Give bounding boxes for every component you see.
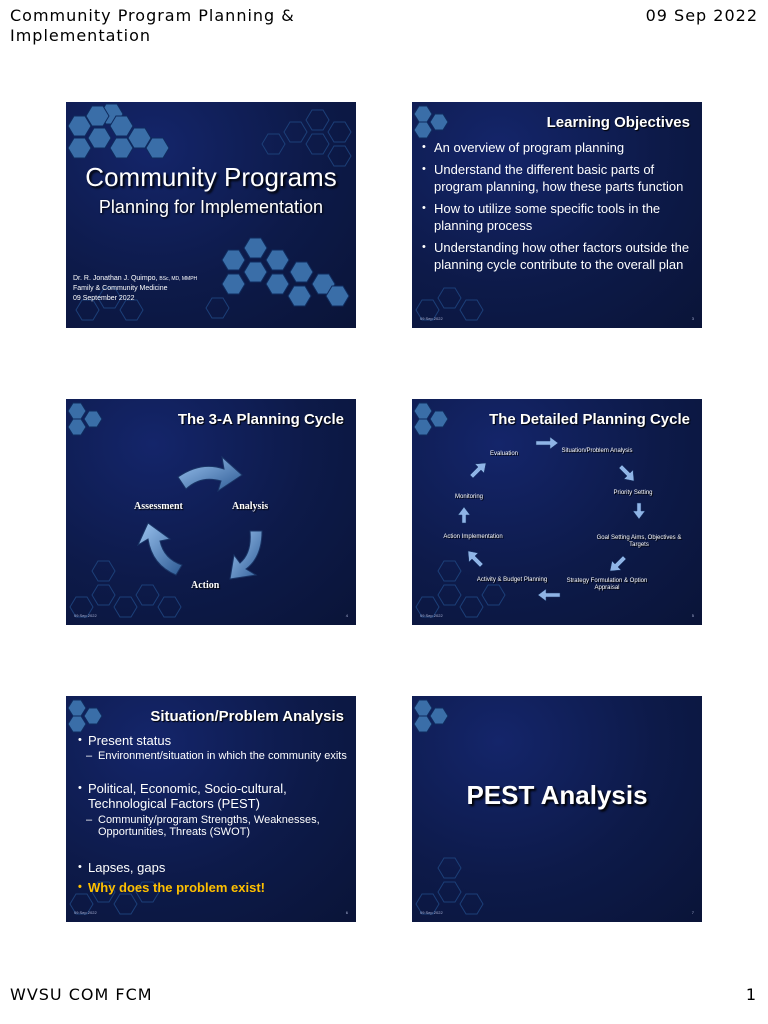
cycle-step-strategy-formulation: Strategy Formulation & Option Appraisal (566, 578, 648, 591)
sub-bullet-environment: – Environment/situation in which the community exits (86, 750, 348, 762)
footer-institution: WVSU COM FCM (10, 985, 153, 1004)
cycle-label-analysis: Analysis (232, 501, 269, 512)
bullet-pest-factors: • Political, Economic, Socio-cultural, Technological Factors (PEST) (76, 781, 353, 811)
slide-footer-date: 09 Sep 2022 (420, 316, 443, 321)
cycle-step-evaluation: Evaluation (489, 451, 519, 457)
slide-7-pest-analysis (412, 696, 702, 922)
slide-number: 7 (691, 910, 694, 915)
slide-title: The Detailed Planning Cycle (489, 411, 690, 428)
slide-title: The 3-A Planning Cycle (177, 411, 344, 428)
author-credentials: BSc, MD, MMPH (159, 276, 198, 282)
slide-number: 5 (691, 613, 694, 618)
slide-title: PEST Analysis (466, 780, 648, 810)
slide-number: 3 (691, 316, 694, 321)
slide-footer-date: 09 Sep 2022 (420, 613, 443, 618)
cycle-step-action-implementation: Action Implementation (443, 534, 503, 540)
cycle-step-priority-setting: Priority Setting (613, 490, 653, 496)
author-block (73, 274, 197, 304)
slide-footer-date: 09 Sep 2022 (74, 910, 97, 915)
cycle-label-action: Action (191, 580, 220, 591)
list-item: • How to utilize some specific tools in the planning process (420, 200, 694, 234)
list-item: • An overview of program planning (420, 139, 694, 156)
cycle-arrows-icon (138, 457, 262, 579)
slide-number: 6 (345, 910, 348, 915)
document-title: Community Program Planning & Implementation (10, 6, 295, 45)
hexagon-decoration (412, 399, 702, 625)
slide-1-title (66, 102, 356, 328)
cycle-step-goal-setting: Goal Setting Aims, Objectives & Targets (596, 535, 682, 548)
page-number: 1 (745, 985, 756, 1004)
slide-4-3a-planning-cycle (66, 399, 356, 625)
slide-5-detailed-planning-cycle (412, 399, 702, 625)
presentation-date: 09 September 2022 (73, 295, 135, 302)
cycle-step-activity-budget-planning: Activity & Budget Planning (476, 577, 548, 583)
slide-3-learning-objectives (412, 102, 702, 328)
slide-title: Community Programs (85, 162, 337, 192)
author-name: Dr. R. Jonathan J. Quimpo, (73, 275, 158, 282)
cycle-label-assessment: Assessment (134, 501, 183, 512)
slide-title: Learning Objectives (546, 114, 690, 131)
bullet-why-problem-exists: • Why does the problem exist! (76, 880, 353, 895)
sub-bullet-swot: – Community/program Strengths, Weaknesses, Opportunities, Threats (SWOT) (86, 814, 348, 838)
slide-footer-date: 09 Sep 2022 (420, 910, 443, 915)
slide-6-situation-problem-analysis (66, 696, 356, 922)
document-date: 09 Sep 2022 (645, 6, 758, 25)
list-item: • Understanding how other factors outside the planning cycle contribute to the overall plan (420, 239, 694, 273)
author-department: Family & Community Medicine (73, 285, 168, 292)
list-item: • Understand the different basic parts of program planning, how these parts function (420, 161, 694, 195)
slide-title: Situation/Problem Analysis (150, 708, 344, 725)
hexagon-decoration (66, 399, 356, 625)
cycle-step-situation-analysis: Situation/Problem Analysis (561, 448, 633, 454)
slide-subtitle: Planning for Implementation (98, 197, 324, 217)
bullet-lapses-gaps: • Lapses, gaps (76, 860, 353, 875)
slide-footer-date: 09 Sep 2022 (74, 613, 97, 618)
slide-number: 4 (345, 613, 348, 618)
bullet-present-status: • Present status (76, 733, 353, 748)
cycle-step-monitoring: Monitoring (454, 494, 483, 500)
objectives-list (420, 139, 694, 278)
